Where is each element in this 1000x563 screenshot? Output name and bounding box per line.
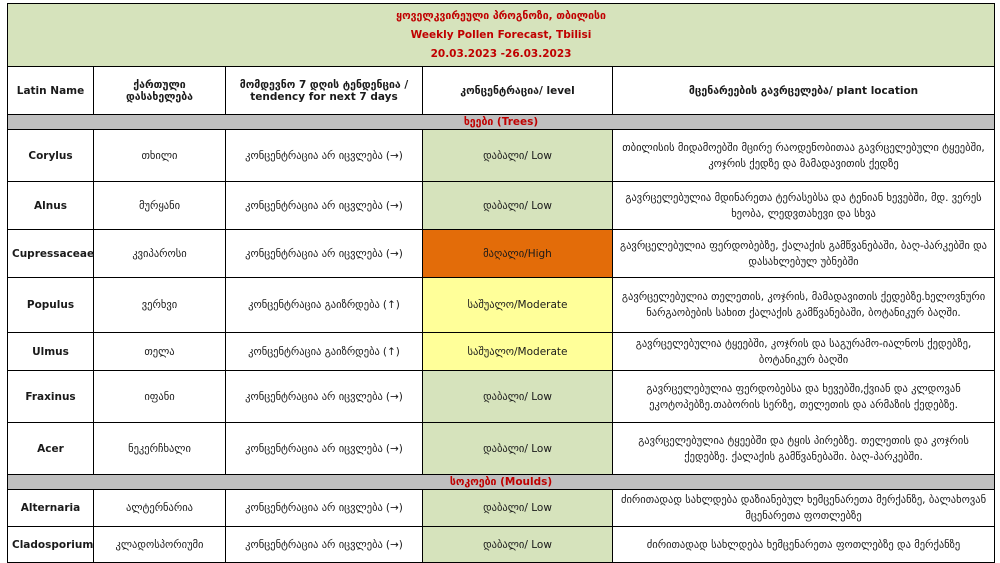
arrow-right-icon: (→) bbox=[385, 502, 403, 514]
tendency-text: კონცენტრაცია არ იცვლება bbox=[245, 199, 383, 212]
pollen-forecast-table bbox=[7, 3, 995, 563]
plant-location-cell: ძირითადად სახლდება ხემცენარეთა ფოთლებზე და მერქანზე bbox=[613, 527, 995, 563]
section-trees: ხეები (Trees) bbox=[8, 115, 995, 130]
plant-location-cell: გავრცელებულია ტყეებში, კოჯრის და საგურამო-იალნოს ქედებზე, ბოტანიკურ ბაღში bbox=[613, 333, 995, 371]
col-tendency: მომდევნო 7 დღის ტენდენცია / tendency for next 7 days bbox=[226, 67, 423, 115]
level-badge: დაბალი/ Low bbox=[423, 527, 613, 563]
tendency-text: კონცენტრაცია არ იცვლება bbox=[245, 502, 383, 514]
arrow-right-icon: (→) bbox=[385, 199, 403, 212]
plant-location-cell: თბილისის მიდამოებში მცირე რაოდენობითაა გავრცელებული ტყეებში, კოჯრის ქედზე და მამადავითის ქედზე bbox=[613, 130, 995, 182]
tendency-cell bbox=[226, 423, 423, 475]
georgian-name-cell: ვერხვი bbox=[94, 278, 226, 333]
table-row bbox=[8, 371, 995, 423]
tendency-cell bbox=[226, 371, 423, 423]
tendency-text: კონცენტრაცია არ იცვლება bbox=[245, 149, 383, 162]
section-trees-row bbox=[8, 115, 995, 130]
tendency-cell bbox=[226, 230, 423, 278]
georgian-name-cell: თელა bbox=[94, 333, 226, 371]
table-row bbox=[8, 423, 995, 475]
georgian-name-cell: თხილი bbox=[94, 130, 226, 182]
tendency-cell bbox=[226, 333, 423, 371]
arrow-right-icon: (→) bbox=[385, 390, 403, 403]
tendency-cell bbox=[226, 278, 423, 333]
georgian-name-cell: ალტერნარია bbox=[94, 490, 226, 527]
latin-name-cell: Populus bbox=[8, 278, 94, 333]
georgian-name-cell: ნეკერჩხალი bbox=[94, 423, 226, 475]
section-moulds-row bbox=[8, 475, 995, 490]
arrow-right-icon: (→) bbox=[385, 538, 403, 551]
table-row bbox=[8, 490, 995, 527]
tendency-text: კონცენტრაცია გაიზრდება bbox=[248, 299, 380, 311]
latin-name-cell: Ulmus bbox=[8, 333, 94, 371]
plant-location-cell: გავრცელებულია თელეთის, კოჯრის, მამადავითის ქედებზე.ხელოვნური ნარგაობების სახით ქალაქის გამწვანებაში, ბოტანიკურ ბაღში. bbox=[613, 278, 995, 333]
section-moulds: სოკოები (Moulds) bbox=[8, 475, 995, 490]
latin-name-cell: Fraxinus bbox=[8, 371, 94, 423]
arrow-right-icon: (→) bbox=[385, 442, 403, 455]
level-badge: საშუალო/Moderate bbox=[423, 278, 613, 333]
plant-location-cell: გავრცელებულია ფერდობებსა და ხევებში,ქვიან და კლდოვან ეკოტოპებზე.თაბორის სერზე, თელეთის და არმაზის ქედებზე. bbox=[613, 371, 995, 423]
table-row bbox=[8, 333, 995, 371]
arrow-up-icon: (↑) bbox=[382, 299, 400, 311]
tendency-cell bbox=[226, 490, 423, 527]
plant-location-cell: გავრცელებულია მდინარეთა ტერასებსა და ტენიან ხევებში, მდ. ვერეს ხეობა, ლედვთახევი და სხვა bbox=[613, 182, 995, 230]
trees-body bbox=[8, 130, 995, 475]
arrow-right-icon: (→) bbox=[385, 247, 403, 260]
latin-name-cell: Alternaria bbox=[8, 490, 94, 527]
level-badge: დაბალი/ Low bbox=[423, 423, 613, 475]
tendency-text: კონცენტრაცია არ იცვლება bbox=[245, 442, 383, 455]
table-row bbox=[8, 527, 995, 563]
level-badge: დაბალი/ Low bbox=[423, 130, 613, 182]
forecast-title bbox=[8, 4, 995, 67]
latin-name-cell: Alnus bbox=[8, 182, 94, 230]
tendency-cell bbox=[226, 527, 423, 563]
tendency-text: კონცენტრაცია არ იცვლება bbox=[245, 538, 383, 551]
level-badge: დაბალი/ Low bbox=[423, 371, 613, 423]
latin-name-cell: Acer bbox=[8, 423, 94, 475]
title-english: Weekly Pollen Forecast, Tbilisi bbox=[410, 28, 592, 41]
arrow-right-icon: (→) bbox=[385, 149, 403, 162]
tendency-cell bbox=[226, 182, 423, 230]
plant-location-cell: ძირითადად სახლდება დაზიანებულ ხემცენარეთა მერქანზე, ბალახოვან მცენარეთა ფოთლებზე bbox=[613, 490, 995, 527]
latin-name-cell: Cupressaceae bbox=[8, 230, 94, 278]
latin-name-cell: Cladosporium bbox=[8, 527, 94, 563]
level-badge: დაბალი/ Low bbox=[423, 490, 613, 527]
table-row bbox=[8, 130, 995, 182]
col-plant-location: მცენარეების გავრცელება/ plant location bbox=[613, 67, 995, 115]
column-header-row bbox=[8, 67, 995, 115]
level-badge: საშუალო/Moderate bbox=[423, 333, 613, 371]
table-row bbox=[8, 230, 995, 278]
plant-location-cell: გავრცელებულია ფერდობებზე, ქალაქის გამწვანებაში, ბაღ-პარკებში და დასახლებულ უბნებში bbox=[613, 230, 995, 278]
tendency-text: კონცენტრაცია გაიზრდება bbox=[248, 345, 380, 358]
col-georgian-name: ქართული დასახელება bbox=[94, 67, 226, 115]
georgian-name-cell: იფანი bbox=[94, 371, 226, 423]
col-level: კონცენტრაცია/ level bbox=[423, 67, 613, 115]
date-range: 20.03.2023 -26.03.2023 bbox=[430, 47, 572, 60]
level-badge: დაბალი/ Low bbox=[423, 182, 613, 230]
georgian-name-cell: კვიპაროსი bbox=[94, 230, 226, 278]
title-row bbox=[8, 4, 995, 67]
col-latin-name: Latin Name bbox=[8, 67, 94, 115]
title-georgian: ყოველკვირეული პროგნოზი, თბილისი bbox=[396, 9, 606, 22]
arrow-up-icon: (↑) bbox=[382, 345, 400, 358]
table-row bbox=[8, 182, 995, 230]
moulds-body bbox=[8, 490, 995, 563]
table-row bbox=[8, 278, 995, 333]
tendency-cell bbox=[226, 130, 423, 182]
latin-name-cell: Corylus bbox=[8, 130, 94, 182]
tendency-text: კონცენტრაცია არ იცვლება bbox=[245, 390, 383, 403]
level-badge: მაღალი/High bbox=[423, 230, 613, 278]
georgian-name-cell: მურყანი bbox=[94, 182, 226, 230]
tendency-text: კონცენტრაცია არ იცვლება bbox=[245, 247, 383, 260]
plant-location-cell: გავრცელებულია ტყეებში და ტყის პირებზე. თელეთის და კოჯრის ქედებზე. ქალაქის გამწვანებაში. ბაღ-პარკებში. bbox=[613, 423, 995, 475]
georgian-name-cell: კლადოსპორიუმი bbox=[94, 527, 226, 563]
